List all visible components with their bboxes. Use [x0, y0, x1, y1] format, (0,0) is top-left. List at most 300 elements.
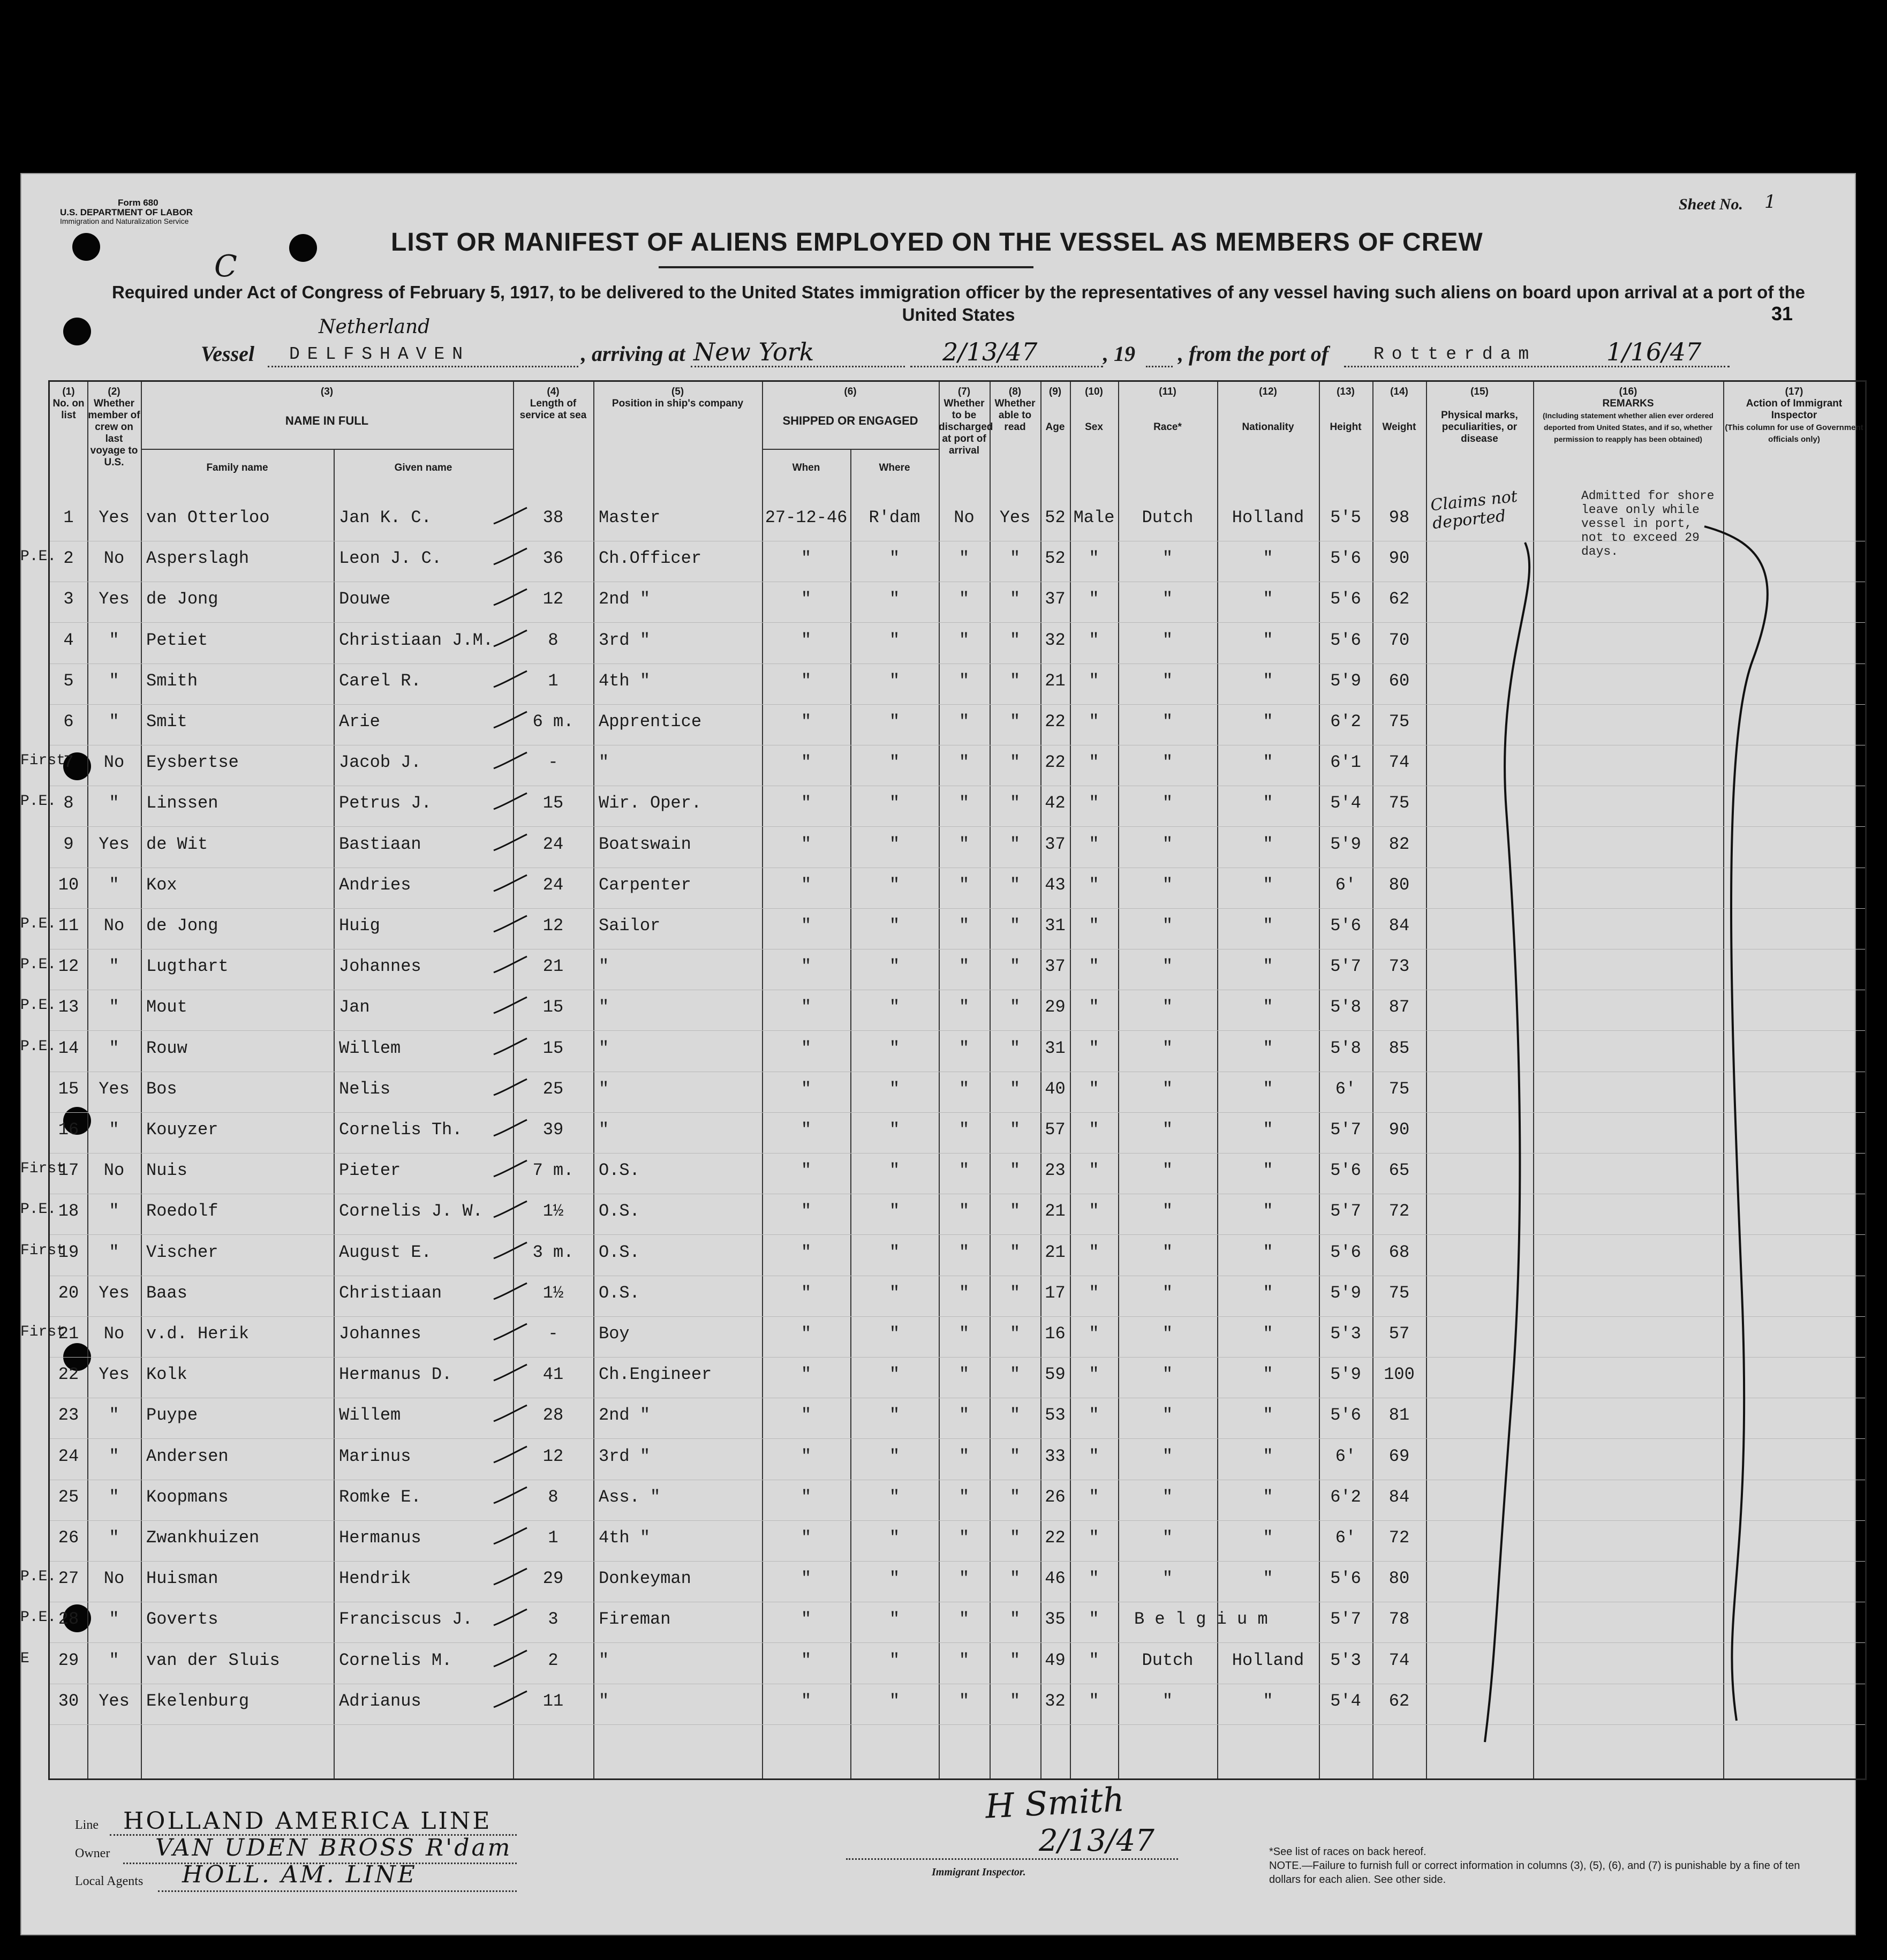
able-to-read: ": [1009, 916, 1021, 936]
height: 5'7: [1330, 1201, 1361, 1222]
previous-voyage: ": [109, 630, 119, 650]
row-number: 19: [58, 1242, 79, 1262]
service-length: 2: [548, 1650, 558, 1670]
able-to-read: ": [1009, 548, 1021, 569]
nationality: ": [1263, 712, 1273, 732]
col3-num: (3): [320, 386, 334, 397]
position: 3rd ": [599, 1446, 651, 1466]
age: 21: [1045, 670, 1066, 691]
vessel-label: Vessel: [201, 342, 254, 366]
shipped-where: ": [889, 1405, 900, 1426]
nationality: ": [1263, 548, 1273, 569]
row-margin-mark: P.E.: [20, 1569, 57, 1586]
shipped-when: ": [801, 630, 812, 650]
previous-voyage: ": [109, 1528, 119, 1548]
age: 37: [1045, 834, 1066, 854]
race: ": [1162, 1324, 1173, 1344]
row-margin-mark: First: [20, 752, 66, 770]
service-length: 1½: [542, 1283, 564, 1303]
col4-num: (4): [547, 386, 560, 397]
service-length: 12: [542, 916, 564, 936]
shipped-where: ": [889, 548, 900, 569]
service-length: 3 m.: [532, 1242, 574, 1262]
height: 5'3: [1330, 1324, 1361, 1344]
position: ": [599, 956, 609, 977]
discharge: ": [958, 670, 970, 691]
given-name: Romke E.: [339, 1487, 421, 1507]
age: 42: [1045, 793, 1066, 813]
shipped-when: ": [801, 1528, 812, 1548]
agents-value: HOLL. AM. LINE: [182, 1861, 417, 1888]
family-name: Linssen: [146, 793, 218, 813]
shipped-when: ": [801, 1324, 812, 1344]
family-name: Bos: [146, 1079, 177, 1099]
height: 5'7: [1330, 1609, 1361, 1630]
able-to-read: ": [1009, 1487, 1021, 1507]
punch-hole: [63, 318, 91, 345]
discharge: ": [958, 1324, 970, 1344]
previous-voyage: Yes: [99, 1283, 130, 1303]
shipped-when: ": [801, 1201, 812, 1222]
weight: 68: [1388, 1242, 1410, 1262]
weight: 73: [1388, 956, 1410, 977]
nationality: ": [1263, 589, 1273, 609]
weight: 90: [1388, 548, 1410, 569]
race: ": [1162, 793, 1173, 813]
service-length: 12: [542, 589, 564, 609]
given-name: Cornelis Th.: [339, 1120, 463, 1140]
col8-label: Whether able to read: [994, 398, 1036, 433]
service-length: 24: [542, 875, 564, 895]
shipped-when: ": [801, 1120, 812, 1140]
able-to-read: ": [1009, 1650, 1021, 1670]
col9-num: (9): [1048, 386, 1062, 397]
row-number: 8: [63, 793, 74, 813]
previous-voyage: ": [109, 997, 119, 1017]
given-name: Hendrik: [339, 1569, 411, 1589]
weight: 98: [1388, 508, 1410, 527]
discharge: ": [958, 1038, 970, 1058]
weight: 69: [1388, 1446, 1410, 1466]
family-name: de Jong: [146, 916, 218, 936]
family-name: Andersen: [146, 1446, 229, 1466]
sheet-number: 1: [1764, 191, 1776, 213]
family-name: Koopmans: [146, 1487, 229, 1507]
row-number: 10: [58, 875, 79, 895]
position: Carpenter: [599, 875, 691, 895]
row-margin-mark: P.E.: [20, 956, 57, 974]
shipped-when: ": [801, 752, 812, 773]
service-length: -: [548, 752, 558, 773]
shipped-where: ": [889, 875, 900, 895]
service-length: 7 m.: [532, 1160, 574, 1181]
position: 2nd ": [599, 1405, 651, 1426]
weight: 72: [1388, 1201, 1410, 1222]
previous-voyage: No: [103, 752, 125, 773]
service-length: 1: [548, 1528, 558, 1548]
shipped-when: ": [801, 1079, 812, 1099]
shipped-where: ": [889, 712, 900, 732]
position: Boatswain: [599, 834, 691, 854]
col17-sub: (This column for use of Government officials only): [1725, 423, 1863, 444]
weight: 84: [1388, 916, 1410, 936]
given-name: Petrus J.: [339, 793, 432, 813]
height: 5'6: [1330, 1242, 1361, 1262]
shipped-where: ": [889, 1242, 900, 1262]
col17-num: (17): [1785, 386, 1803, 397]
row-number: 7: [63, 752, 74, 773]
age: 22: [1045, 1528, 1066, 1548]
shipped-when: ": [801, 1283, 812, 1303]
col2-num: (2): [108, 386, 120, 397]
col5-label: Position in ship's company: [612, 398, 744, 409]
shipped-when: ": [801, 956, 812, 977]
row-number: 2: [63, 548, 74, 569]
service-length: 15: [542, 793, 564, 813]
shipped-where: ": [889, 1609, 900, 1630]
sex: ": [1089, 548, 1099, 569]
row-number: 21: [58, 1324, 79, 1344]
service-length: 6 m.: [532, 712, 574, 732]
height: 6': [1335, 1528, 1356, 1548]
sheet-label: Sheet No.: [1679, 195, 1743, 213]
height: 6'2: [1330, 712, 1361, 732]
family-name: van der Sluis: [146, 1650, 280, 1670]
discharge: ": [958, 916, 970, 936]
height: 5'7: [1330, 1120, 1361, 1140]
row-margin-mark: P.E.: [20, 1609, 57, 1626]
shipped-where: ": [889, 956, 900, 977]
able-to-read: ": [1009, 1242, 1021, 1262]
sex: ": [1089, 997, 1099, 1017]
shipped-when: ": [801, 1038, 812, 1058]
previous-voyage: No: [103, 548, 125, 569]
row-number: 12: [58, 956, 79, 977]
weight: 74: [1388, 1650, 1410, 1670]
col3-family-header: Family name: [206, 462, 268, 473]
age: 43: [1045, 875, 1066, 895]
col10-num: (10): [1085, 386, 1103, 397]
discharge: ": [958, 875, 970, 895]
physical-note: Claims not deported: [1429, 487, 1519, 533]
given-name: Christiaan J.M.: [339, 630, 494, 650]
weight: 72: [1388, 1528, 1410, 1548]
sex: ": [1089, 1160, 1099, 1181]
previous-voyage: ": [109, 1038, 119, 1058]
departure-date: 1/16/47: [1606, 337, 1702, 366]
height: 5'8: [1330, 1038, 1361, 1058]
discharge: ": [958, 1446, 970, 1466]
age: 52: [1045, 548, 1066, 569]
age: 31: [1045, 1038, 1066, 1058]
height: 5'6: [1330, 1569, 1361, 1589]
sex: ": [1089, 875, 1099, 895]
height: 6': [1335, 1079, 1356, 1099]
col6-num: (6): [844, 386, 857, 397]
row-number: 17: [58, 1160, 79, 1181]
discharge: ": [958, 1160, 970, 1181]
nationality: ": [1263, 1283, 1273, 1303]
able-to-read: ": [1009, 670, 1021, 691]
discharge: ": [958, 1609, 970, 1630]
family-name: Kouyzer: [146, 1120, 218, 1140]
family-name: Asperslagh: [146, 548, 250, 569]
given-name: Marinus: [339, 1446, 411, 1466]
position: Master: [599, 508, 661, 527]
service-length: 24: [542, 834, 564, 854]
weight: 62: [1388, 589, 1410, 609]
family-name: Eysbertse: [146, 752, 239, 773]
discharge: ": [958, 1242, 970, 1262]
race: ": [1162, 1569, 1173, 1589]
shipped-where: ": [889, 1038, 900, 1058]
given-name: Adrianus: [339, 1691, 421, 1711]
weight: 82: [1388, 834, 1410, 854]
shipped-when: ": [801, 1446, 812, 1466]
col6-label: SHIPPED OR ENGAGED: [782, 414, 918, 427]
family-name: Lugthart: [146, 956, 229, 977]
height: 5'6: [1330, 1160, 1361, 1181]
line-label: Line: [75, 1818, 99, 1832]
col1-num: (1): [62, 386, 75, 397]
nationality: Holland: [1232, 508, 1304, 527]
previous-voyage: Yes: [99, 589, 130, 609]
nationality: ": [1263, 1528, 1273, 1548]
able-to-read: ": [1009, 1405, 1021, 1426]
given-name: Christiaan: [339, 1283, 442, 1303]
row-margin-mark: E: [20, 1650, 29, 1667]
nationality: ": [1263, 1487, 1273, 1507]
service-length: 29: [542, 1569, 564, 1589]
position: O.S.: [599, 1283, 640, 1303]
row-margin-mark: P.E.: [20, 916, 57, 932]
given-name: Nelis: [339, 1079, 391, 1099]
nationality: ": [1263, 1691, 1273, 1711]
department: U.S. DEPARTMENT OF LABOR: [60, 207, 193, 217]
col12-num: (12): [1259, 386, 1277, 397]
shipped-where: ": [889, 589, 900, 609]
race: ": [1162, 1242, 1173, 1262]
position: Wir. Oper.: [599, 793, 702, 813]
weight: 90: [1388, 1120, 1410, 1140]
age: 22: [1045, 712, 1066, 732]
sex: ": [1089, 1038, 1099, 1058]
nationality: ": [1263, 1120, 1273, 1140]
service-length: 8: [548, 630, 558, 650]
previous-voyage: ": [109, 712, 119, 732]
col8-num: (8): [1008, 386, 1022, 397]
weight: 87: [1388, 997, 1410, 1017]
weight: 75: [1388, 1079, 1410, 1099]
col16-num: (16): [1619, 386, 1637, 397]
weight: 75: [1388, 793, 1410, 813]
row-number: 27: [58, 1569, 79, 1589]
arrival-date: 2/13/47: [942, 337, 1038, 366]
shipped-when: ": [801, 1569, 812, 1589]
nationality: ": [1263, 916, 1273, 936]
discharge: ": [958, 630, 970, 650]
ditto-strokes: [50, 382, 1865, 1778]
able-to-read: ": [1009, 752, 1021, 773]
family-name: Roedolf: [146, 1201, 218, 1222]
col3-label: NAME IN FULL: [285, 414, 369, 427]
nationality: Holland: [1232, 1650, 1304, 1670]
family-name: de Wit: [146, 834, 208, 854]
race: ": [1162, 997, 1173, 1017]
shipped-when: ": [801, 548, 812, 569]
nationality: ": [1263, 956, 1273, 977]
discharge: ": [958, 752, 970, 773]
weight: 75: [1388, 1283, 1410, 1303]
height: 5'6: [1330, 1405, 1361, 1426]
able-to-read: ": [1009, 1120, 1021, 1140]
shipped-when: ": [801, 670, 812, 691]
previous-voyage: No: [103, 1324, 125, 1344]
row-margin-mark: P.E.: [20, 1201, 57, 1218]
able-to-read: ": [1009, 956, 1021, 977]
previous-voyage: ": [109, 1446, 119, 1466]
row-number: 11: [58, 916, 79, 936]
vessel-name: DELFSHAVEN: [289, 344, 471, 364]
family-name: Baas: [146, 1283, 187, 1303]
able-to-read: ": [1009, 1283, 1021, 1303]
given-name: Jacob J.: [339, 752, 421, 773]
col10-label: Sex: [1085, 421, 1103, 433]
weight: 65: [1388, 1160, 1410, 1181]
nationality: ": [1263, 793, 1273, 813]
age: 32: [1045, 1691, 1066, 1711]
discharge: ": [958, 1120, 970, 1140]
age: 53: [1045, 1405, 1066, 1426]
age: 21: [1045, 1242, 1066, 1262]
previous-voyage: ": [109, 1405, 119, 1426]
shipped-where: ": [889, 834, 900, 854]
col12-label: Nationality: [1242, 421, 1294, 433]
footer-note: NOTE.—Failure to furnish full or correct information in columns (3), (5), (6), and (7) is punishable by a fine of ten dollars for each alien. See other side.: [1269, 1860, 1800, 1886]
col5-num: (5): [671, 386, 684, 397]
row-number: 3: [63, 589, 74, 609]
given-name: Carel R.: [339, 670, 421, 691]
discharge: ": [958, 1569, 970, 1589]
given-name: Andries: [339, 875, 411, 895]
previous-voyage: Yes: [99, 508, 130, 527]
discharge: ": [958, 1650, 970, 1670]
family-name: Kox: [146, 875, 177, 895]
row-margin-mark: First: [20, 1324, 66, 1340]
races-note: *See list of races on back hereof.: [1269, 1846, 1426, 1858]
family-name: de Jong: [146, 589, 218, 609]
inspector-label: Immigrant Inspector.: [932, 1866, 1026, 1878]
able-to-read: ": [1009, 1079, 1021, 1099]
discharge: ": [958, 1405, 970, 1426]
given-name: Cornelis J. W.: [339, 1201, 483, 1222]
position: 3rd ": [599, 630, 651, 650]
sex: ": [1089, 1487, 1099, 1507]
weight: 74: [1388, 752, 1410, 773]
col14-label: Weight: [1382, 421, 1416, 433]
sex: ": [1089, 1609, 1099, 1630]
race: ": [1162, 1487, 1173, 1507]
family-name: Mout: [146, 997, 187, 1017]
position: ": [599, 752, 609, 773]
previous-voyage: ": [109, 1650, 119, 1670]
discharge: ": [958, 712, 970, 732]
able-to-read: ": [1009, 834, 1021, 854]
sex: ": [1089, 589, 1099, 609]
nationality: ": [1263, 1446, 1273, 1466]
position: 2nd ": [599, 589, 651, 609]
race: ": [1162, 834, 1173, 854]
row-number: 6: [63, 712, 74, 732]
shipped-when: ": [801, 589, 812, 609]
shipped-where: R'dam: [869, 508, 920, 527]
given-name: Hermanus D.: [339, 1365, 452, 1385]
race: ": [1162, 916, 1173, 936]
row-number: 1: [63, 508, 74, 527]
row-number: 24: [58, 1446, 79, 1466]
weight: 81: [1388, 1405, 1410, 1426]
shipped-when: ": [801, 875, 812, 895]
age: 37: [1045, 589, 1066, 609]
given-name: Jan K. C.: [339, 508, 432, 527]
race: ": [1162, 1120, 1173, 1140]
nationality: ": [1263, 1038, 1273, 1058]
race: ": [1162, 548, 1173, 569]
sex: ": [1089, 1201, 1099, 1222]
nationality: ": [1263, 875, 1273, 895]
given-name: Willem: [339, 1038, 401, 1058]
shipped-where: ": [889, 1201, 900, 1222]
race: ": [1162, 956, 1173, 977]
shipped-where: ": [889, 1120, 900, 1140]
given-name: August E.: [339, 1242, 432, 1262]
height: 5'3: [1330, 1650, 1361, 1670]
nationality: ": [1263, 630, 1273, 650]
given-name: Franciscus J.: [339, 1609, 473, 1630]
shipped-when: ": [801, 1160, 812, 1181]
height: 5'8: [1330, 997, 1361, 1017]
race: ": [1162, 1038, 1173, 1058]
nationality: ": [1263, 1324, 1273, 1344]
age: 40: [1045, 1079, 1066, 1099]
height: 5'6: [1330, 630, 1361, 650]
given-name: Douwe: [339, 589, 391, 609]
discharge: ": [958, 1691, 970, 1711]
shipped-when: ": [801, 1691, 812, 1711]
height: 6'1: [1330, 752, 1361, 773]
row-number: 23: [58, 1405, 79, 1426]
service-length: 1½: [542, 1201, 564, 1222]
remarks-text: Admitted for shore leave only while vessel in port, not to exceed 29 days.: [1581, 489, 1715, 559]
discharge: ": [958, 1365, 970, 1385]
family-name: Kolk: [146, 1365, 187, 1385]
race: ": [1162, 1201, 1173, 1222]
shipped-where: ": [889, 1528, 900, 1548]
row-margin-mark: P.E.: [20, 997, 57, 1014]
height: 5'6: [1330, 589, 1361, 609]
shipped-where: ": [889, 1324, 900, 1344]
previous-voyage: Yes: [99, 834, 130, 854]
col9-label: Age: [1045, 421, 1065, 433]
race: ": [1162, 752, 1173, 773]
position: Donkeyman: [599, 1569, 691, 1589]
discharge: ": [958, 589, 970, 609]
position: O.S.: [599, 1242, 640, 1262]
nationality: ": [1263, 1079, 1273, 1099]
race: ": [1162, 712, 1173, 732]
row-number: 28: [58, 1609, 79, 1630]
service: Immigration and Naturalization Service: [60, 217, 189, 225]
